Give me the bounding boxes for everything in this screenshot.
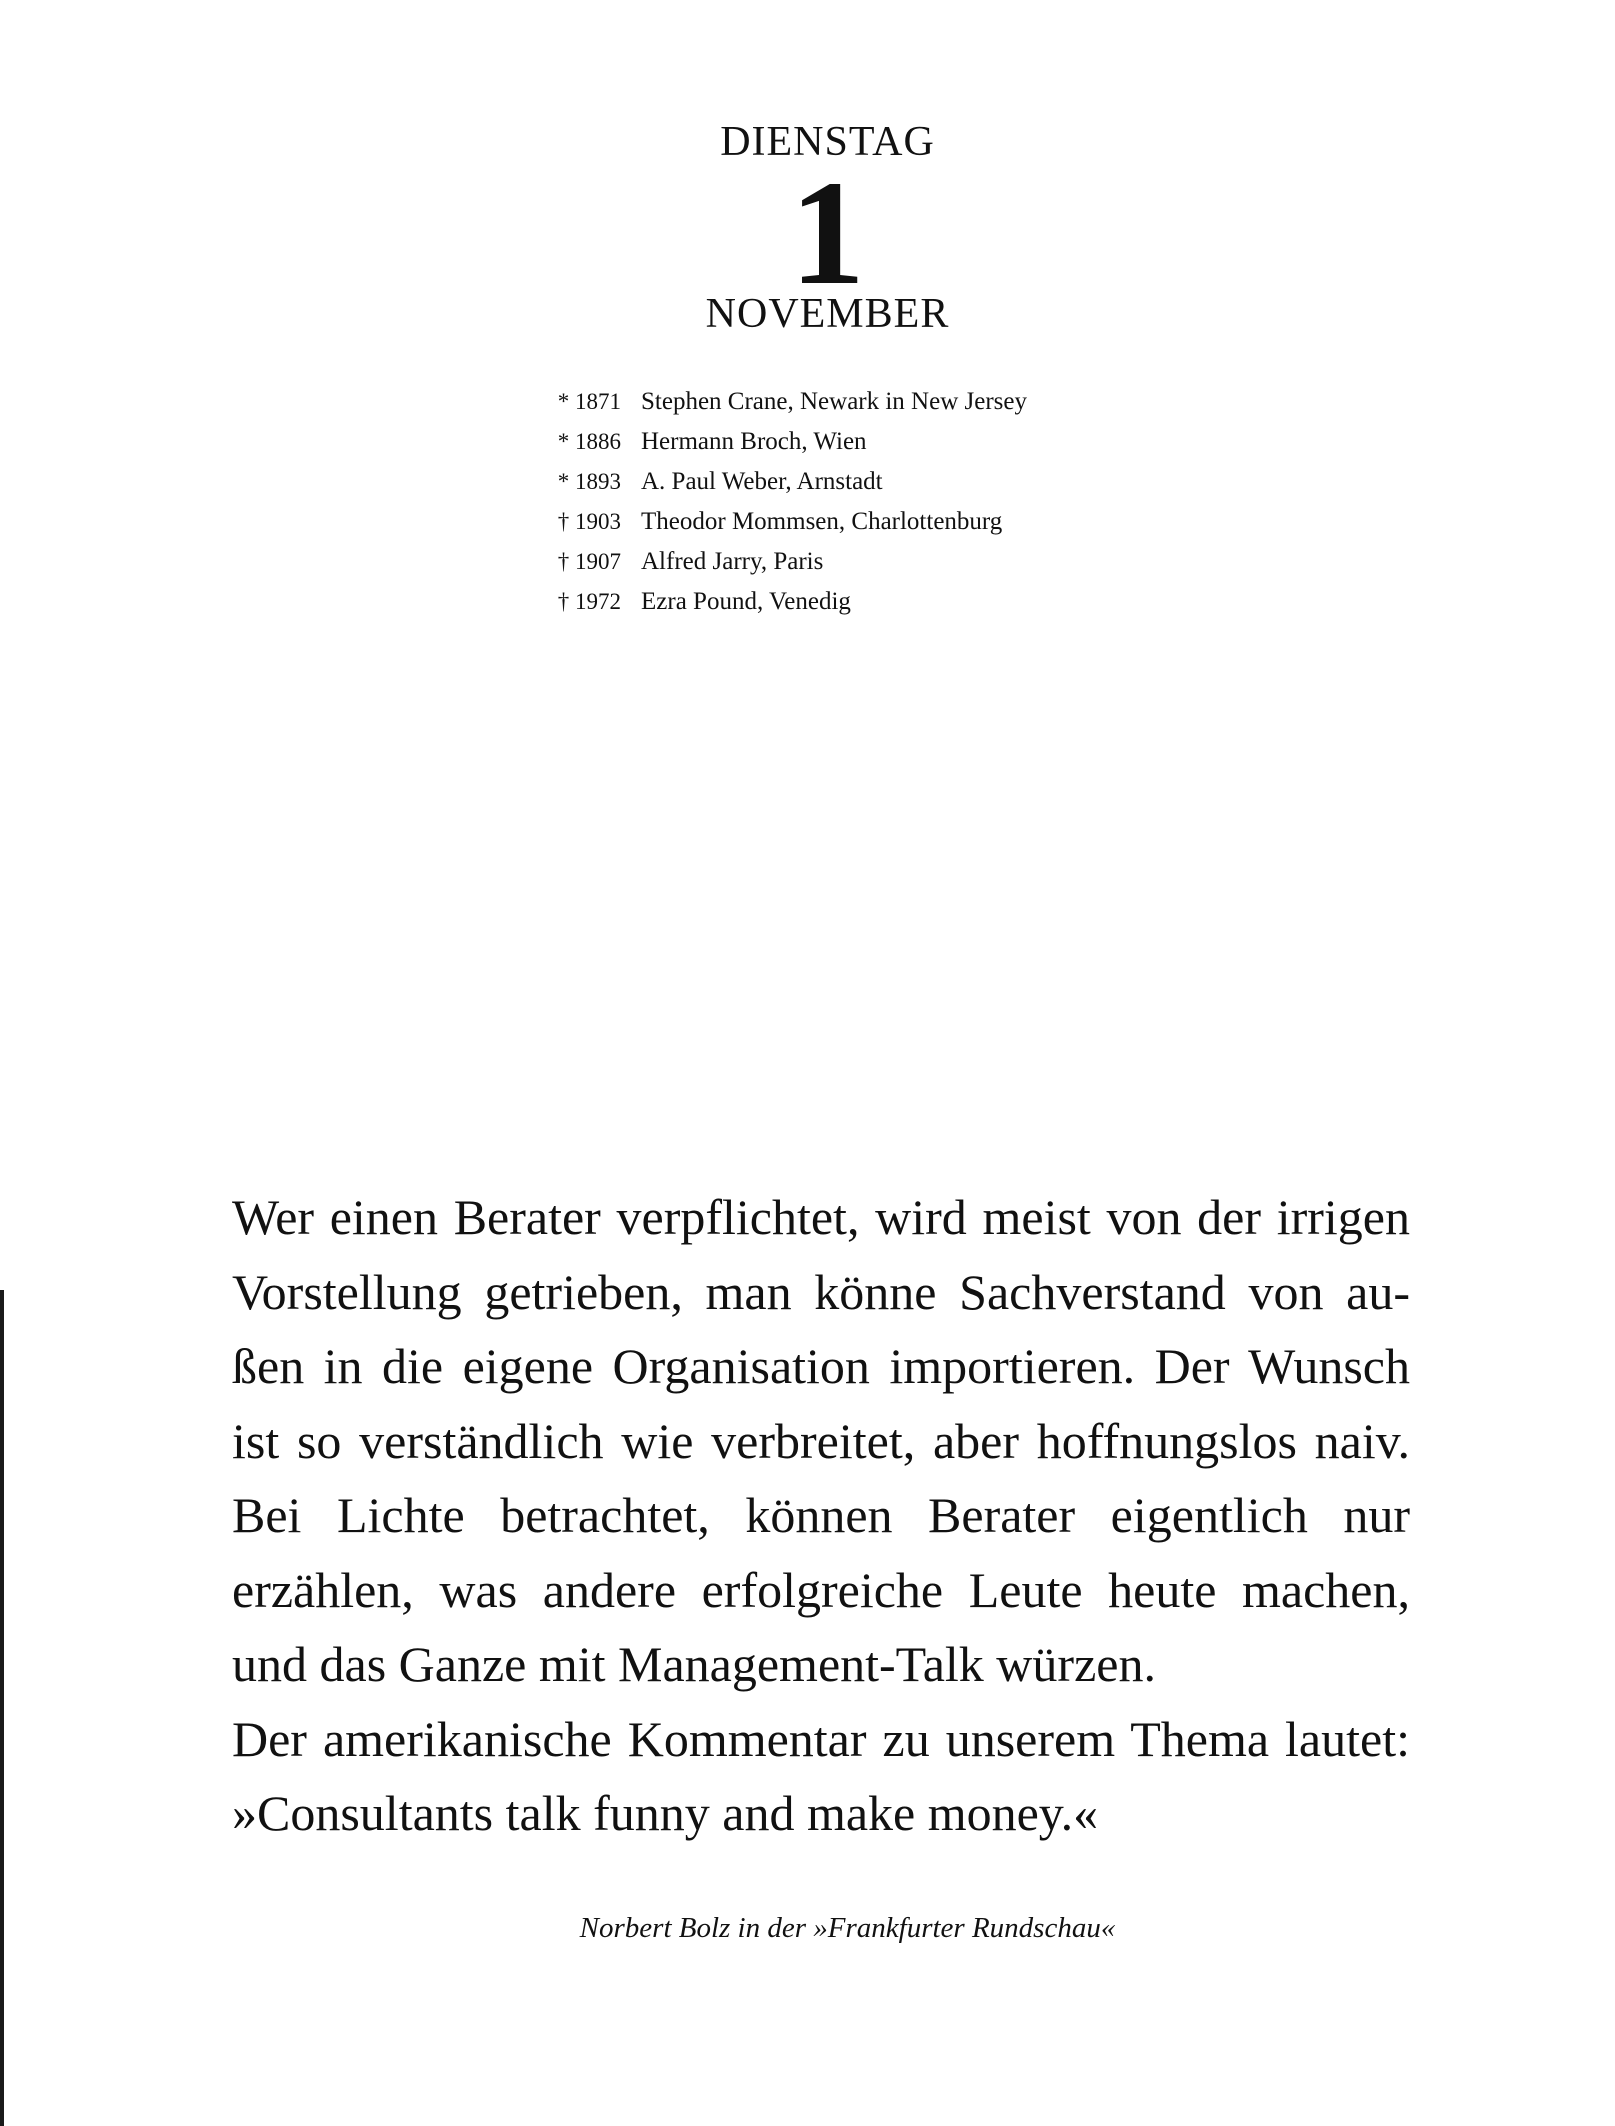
- anniversary-item: [535, 548, 1235, 588]
- anniversary-list: [535, 388, 1235, 628]
- anniversary-year: [535, 549, 641, 575]
- anniversary-text: A. Paul Weber, Arnstadt: [641, 468, 883, 495]
- anniversary-item: [535, 588, 1235, 628]
- month-label: NOVEMBER: [705, 291, 950, 337]
- anniversary-year: [535, 469, 641, 495]
- anniversary-item: [535, 508, 1235, 548]
- anniversary-year: [535, 589, 641, 615]
- anniversary-year: [535, 429, 641, 455]
- quote-line: und das Ganze mit Management-Talk würzen.: [232, 1636, 1156, 1692]
- quote-line: erzählen, was andere erfolgreiche Leute heute machen,: [232, 1561, 1410, 1618]
- quote-line: Der amerikanische Kommentar zu unserem Thema lautet:: [232, 1710, 1410, 1767]
- anniversary-mark: †: [557, 589, 570, 614]
- year-value: 1907: [575, 549, 621, 574]
- page-edge-line: [0, 1290, 4, 2126]
- year-value: 1886: [575, 429, 621, 454]
- quote-body: [232, 1180, 1410, 1851]
- day-number: 1: [790, 150, 865, 316]
- quote-line: ist so verständlich wie verbreitet, aber hoffnungslos naiv.: [232, 1412, 1410, 1469]
- anniversary-text: Ezra Pound, Venedig: [641, 588, 851, 615]
- anniversary-mark: †: [557, 549, 570, 574]
- anniversary-text: Stephen Crane, Newark in New Jersey: [641, 388, 1027, 415]
- anniversary-mark: *: [557, 469, 570, 494]
- anniversary-year: [535, 509, 641, 535]
- weekday-label: DIENSTAG: [720, 119, 935, 165]
- quote-line: Bei Lichte betrachtet, können Berater eigentlich nur: [232, 1487, 1410, 1543]
- year-value: 1972: [575, 589, 621, 614]
- anniversary-item: [535, 388, 1235, 428]
- anniversary-mark: *: [557, 389, 570, 414]
- anniversary-item: [535, 468, 1235, 508]
- year-value: 1871: [575, 389, 621, 414]
- quote-line: ßen in die eigene Organisation importieren. Der Wunsch: [232, 1338, 1410, 1394]
- quote-line: Vorstellung getrieben, man könne Sachverstand von au-: [232, 1263, 1410, 1320]
- anniversary-year: [535, 389, 641, 415]
- quote-line: Wer einen Berater verpflichtet, wird meist von der irrigen: [232, 1189, 1410, 1245]
- year-value: 1893: [575, 469, 621, 494]
- anniversary-mark: †: [557, 509, 570, 534]
- quote-line: »Consultants talk funny and make money.«: [232, 1785, 1099, 1841]
- year-value: 1903: [575, 509, 621, 534]
- anniversary-text: Hermann Broch, Wien: [641, 428, 867, 455]
- anniversary-mark: *: [557, 429, 570, 454]
- anniversary-text: Alfred Jarry, Paris: [641, 548, 824, 575]
- anniversary-item: [535, 428, 1235, 468]
- quote-attribution: Norbert Bolz in der »Frankfurter Rundschau«: [579, 1912, 1116, 1944]
- anniversary-text: Theodor Mommsen, Charlottenburg: [641, 508, 1003, 535]
